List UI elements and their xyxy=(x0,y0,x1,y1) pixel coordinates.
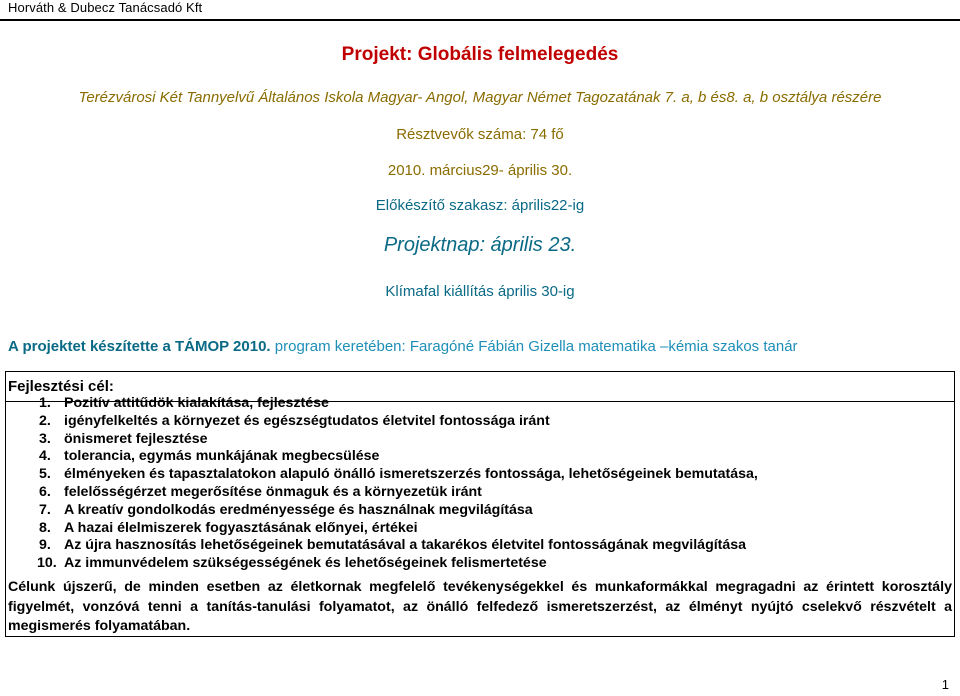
program-credit-rest: program keretében: Faragóné Fábián Gizella matematika –kémia szakos tanár xyxy=(270,338,798,355)
list-item-text: Az immunvédelem szükségességének és lehetőségeinek felismertetése xyxy=(64,555,547,572)
list-item-text: A kreatív gondolkodás eredményessége és használnak megvilágítása xyxy=(64,501,533,518)
list-item-number: 2. xyxy=(39,412,51,429)
list-item xyxy=(8,502,758,520)
list-item xyxy=(8,448,758,466)
preparation-phase: Előkészítő szakasz: április22-ig xyxy=(375,197,585,214)
list-item-number: 7. xyxy=(39,501,51,518)
list-item-number: 5. xyxy=(39,466,51,483)
page-number: 1 xyxy=(941,677,949,692)
list-item-text: igényfelkeltés a környezet és egészségtudatos életvitel fontossága iránt xyxy=(64,412,550,429)
list-item-number: 3. xyxy=(39,430,51,447)
project-dates: 2010. március29- április 30. xyxy=(387,162,573,179)
list-item-text: Az újra hasznosítás lehetőségeinek bemutatásával a takarékos életvitel fontosságának megvilágítása xyxy=(64,537,747,554)
program-credit xyxy=(8,338,798,355)
school-line: Terézvárosi Két Tannyelvű Általános Iskola Magyar- Angol, Magyar Német Tagozatának 7. a, b és8. a, b osztálya részére xyxy=(78,89,882,106)
list-item-text: tolerancia, egymás munkájának megbecsülése xyxy=(64,448,380,465)
list-item xyxy=(8,466,758,484)
list-item-text: felelősségérzet megerősítése önmaguk és a környezetük iránt xyxy=(64,483,482,500)
list-item xyxy=(8,520,758,538)
list-item-number: 10. xyxy=(37,555,57,572)
exhibition-line: Klímafal kiállítás április 30-ig xyxy=(385,283,575,300)
list-item-text: A hazai élelmiszerek fogyasztásának előnyei, értékei xyxy=(64,519,418,536)
summary-paragraph: Célunk újszerű, de minden esetben az életkornak megfelelő tevékenységekkel és munkaformákkal megragadni az érintett korosztály figyelmét, vonzóvá tenni a tanítás-tanulási folyamatot, az önálló felfedező ismeretszerzést, az élményt nyújtó cselekvő részvételt a megismerés folyamatában. xyxy=(8,579,952,634)
list-item xyxy=(8,484,758,502)
list-item-number: 4. xyxy=(39,448,51,465)
list-item-text: önismeret fejlesztése xyxy=(64,430,208,447)
objectives-list xyxy=(8,395,758,573)
list-item-text: Pozitív attitűdök kialakítása, fejlesztése xyxy=(64,395,329,411)
project-title: Projekt: Globális felmelegedés xyxy=(341,44,619,65)
header-divider xyxy=(0,19,960,21)
list-item-number: 1. xyxy=(39,395,51,411)
development-goal-label: Fejlesztési cél: xyxy=(8,378,114,395)
list-item-text: élményeken és tapasztalatokon alapuló önálló ismeretszerzés fontossága, lehetőségeinek bemutatása, xyxy=(64,466,758,483)
list-item xyxy=(8,537,758,555)
list-item xyxy=(8,431,758,449)
program-credit-lead: A projektet készítette a TÁMOP 2010. xyxy=(8,338,271,355)
participants-count: Résztvevők száma: 74 fő xyxy=(396,126,564,143)
list-item-number: 6. xyxy=(39,483,51,500)
project-day: Projektnap: április 23. xyxy=(383,234,577,256)
list-item-number: 9. xyxy=(39,537,51,554)
list-item-number: 8. xyxy=(39,519,51,536)
header-company-name: Horváth & Dubecz Tanácsadó Kft xyxy=(8,0,203,15)
list-item xyxy=(8,413,758,431)
list-item xyxy=(8,555,758,573)
list-item xyxy=(8,395,758,413)
